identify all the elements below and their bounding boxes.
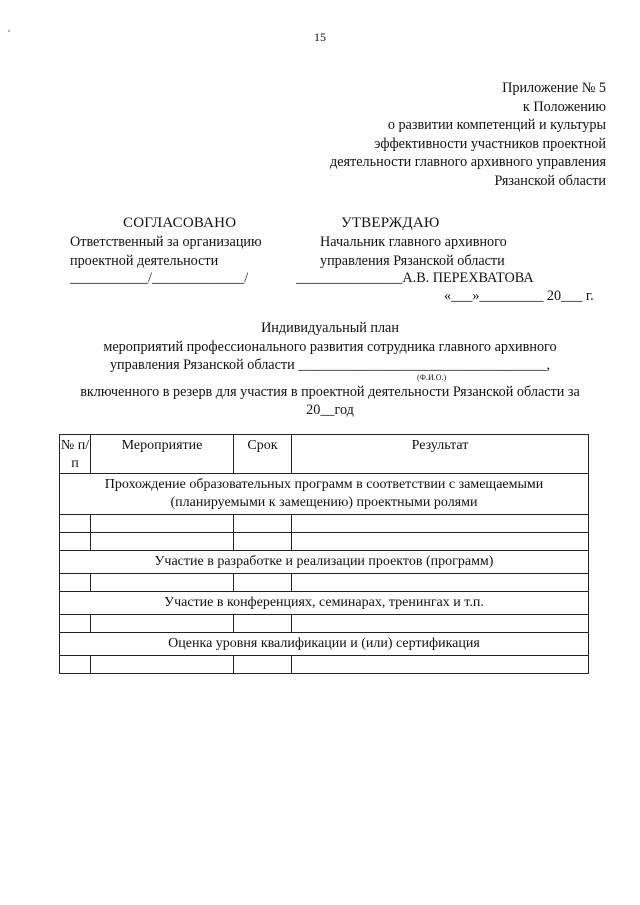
appendix-line: к Положению bbox=[522, 98, 606, 115]
agreed-signature-line: ___________/_____________/ bbox=[70, 270, 249, 286]
cell bbox=[91, 533, 234, 551]
table-header-row bbox=[60, 435, 589, 474]
section-row bbox=[60, 592, 589, 615]
cell bbox=[292, 615, 589, 633]
cell bbox=[60, 615, 91, 633]
table-row bbox=[60, 615, 589, 633]
plan-subtitle-line3: включенного в резерв для участия в проектной деятельности Рязанской области за bbox=[80, 384, 580, 400]
table-row bbox=[60, 656, 589, 674]
appendix-line: деятельности главного архивного управления bbox=[330, 154, 606, 171]
column-header-deadline: Срок bbox=[234, 435, 292, 474]
table-row bbox=[60, 533, 589, 551]
cell bbox=[292, 533, 589, 551]
agreed-position-line2: проектной деятельности bbox=[70, 253, 219, 269]
plan-title: Индивидуальный план bbox=[261, 320, 399, 336]
fio-hint: (Ф.И.О.) bbox=[417, 373, 447, 382]
cell bbox=[60, 656, 91, 674]
appendix-line: эффективности участников проектной bbox=[374, 135, 606, 152]
section-row bbox=[60, 551, 589, 574]
cell bbox=[60, 574, 91, 592]
cell bbox=[292, 574, 589, 592]
column-header-result: Результат bbox=[292, 435, 589, 474]
appendix-line: Приложение № 5 bbox=[502, 80, 606, 96]
page-number: 15 bbox=[314, 30, 326, 44]
approved-signature-line: _______________А.В. ПЕРЕХВАТОВА bbox=[296, 270, 534, 286]
appendix-reference bbox=[186, 79, 606, 191]
cell bbox=[234, 656, 292, 674]
cell bbox=[91, 615, 234, 633]
cell bbox=[234, 515, 292, 533]
plan-year: 20__год bbox=[306, 402, 354, 418]
appendix-line: Рязанской области bbox=[494, 172, 606, 189]
plan-subtitle-line1: мероприятий профессионального развития сотрудника главного архивного bbox=[103, 339, 557, 355]
agreed-position-line1: Ответственный за организацию bbox=[70, 234, 262, 250]
approved-heading: УТВЕРЖДАЮ bbox=[341, 215, 440, 231]
cell bbox=[292, 515, 589, 533]
cell bbox=[234, 615, 292, 633]
section-qualification: Оценка уровня квалификации и (или) сертификация bbox=[60, 633, 589, 656]
approved-date-line: «___»_________ 20___ г. bbox=[444, 288, 594, 304]
section-row bbox=[60, 633, 589, 656]
approved-position-line1: Начальник главного архивного bbox=[320, 234, 507, 250]
cell bbox=[234, 574, 292, 592]
plan-table bbox=[59, 434, 589, 674]
appendix-line: о развитии компетенций и культуры bbox=[387, 117, 606, 134]
section-education: Прохождение образовательных программ в соответствии с замещаемыми (планируемыми к замещению) проектными ролями bbox=[60, 474, 589, 515]
agreed-heading: СОГЛАСОВАНО bbox=[123, 215, 237, 231]
section-projects: Участие в разработке и реализации проектов (программ) bbox=[60, 551, 589, 574]
plan-subtitle-line2: управления Рязанской области ___________________________________, bbox=[109, 357, 551, 373]
cell bbox=[91, 656, 234, 674]
approved-position-line2: управления Рязанской области bbox=[320, 253, 505, 269]
table-row bbox=[60, 515, 589, 533]
column-header-number: № п/п bbox=[60, 435, 91, 474]
section-conferences: Участие в конференциях, семинарах, тренингах и т.п. bbox=[60, 592, 589, 615]
cell bbox=[60, 533, 91, 551]
cell bbox=[91, 515, 234, 533]
table-row bbox=[60, 574, 589, 592]
column-header-activity: Мероприятие bbox=[91, 435, 234, 474]
cell bbox=[234, 533, 292, 551]
section-row bbox=[60, 474, 589, 515]
cell bbox=[60, 515, 91, 533]
cell bbox=[292, 656, 589, 674]
cell bbox=[91, 574, 234, 592]
